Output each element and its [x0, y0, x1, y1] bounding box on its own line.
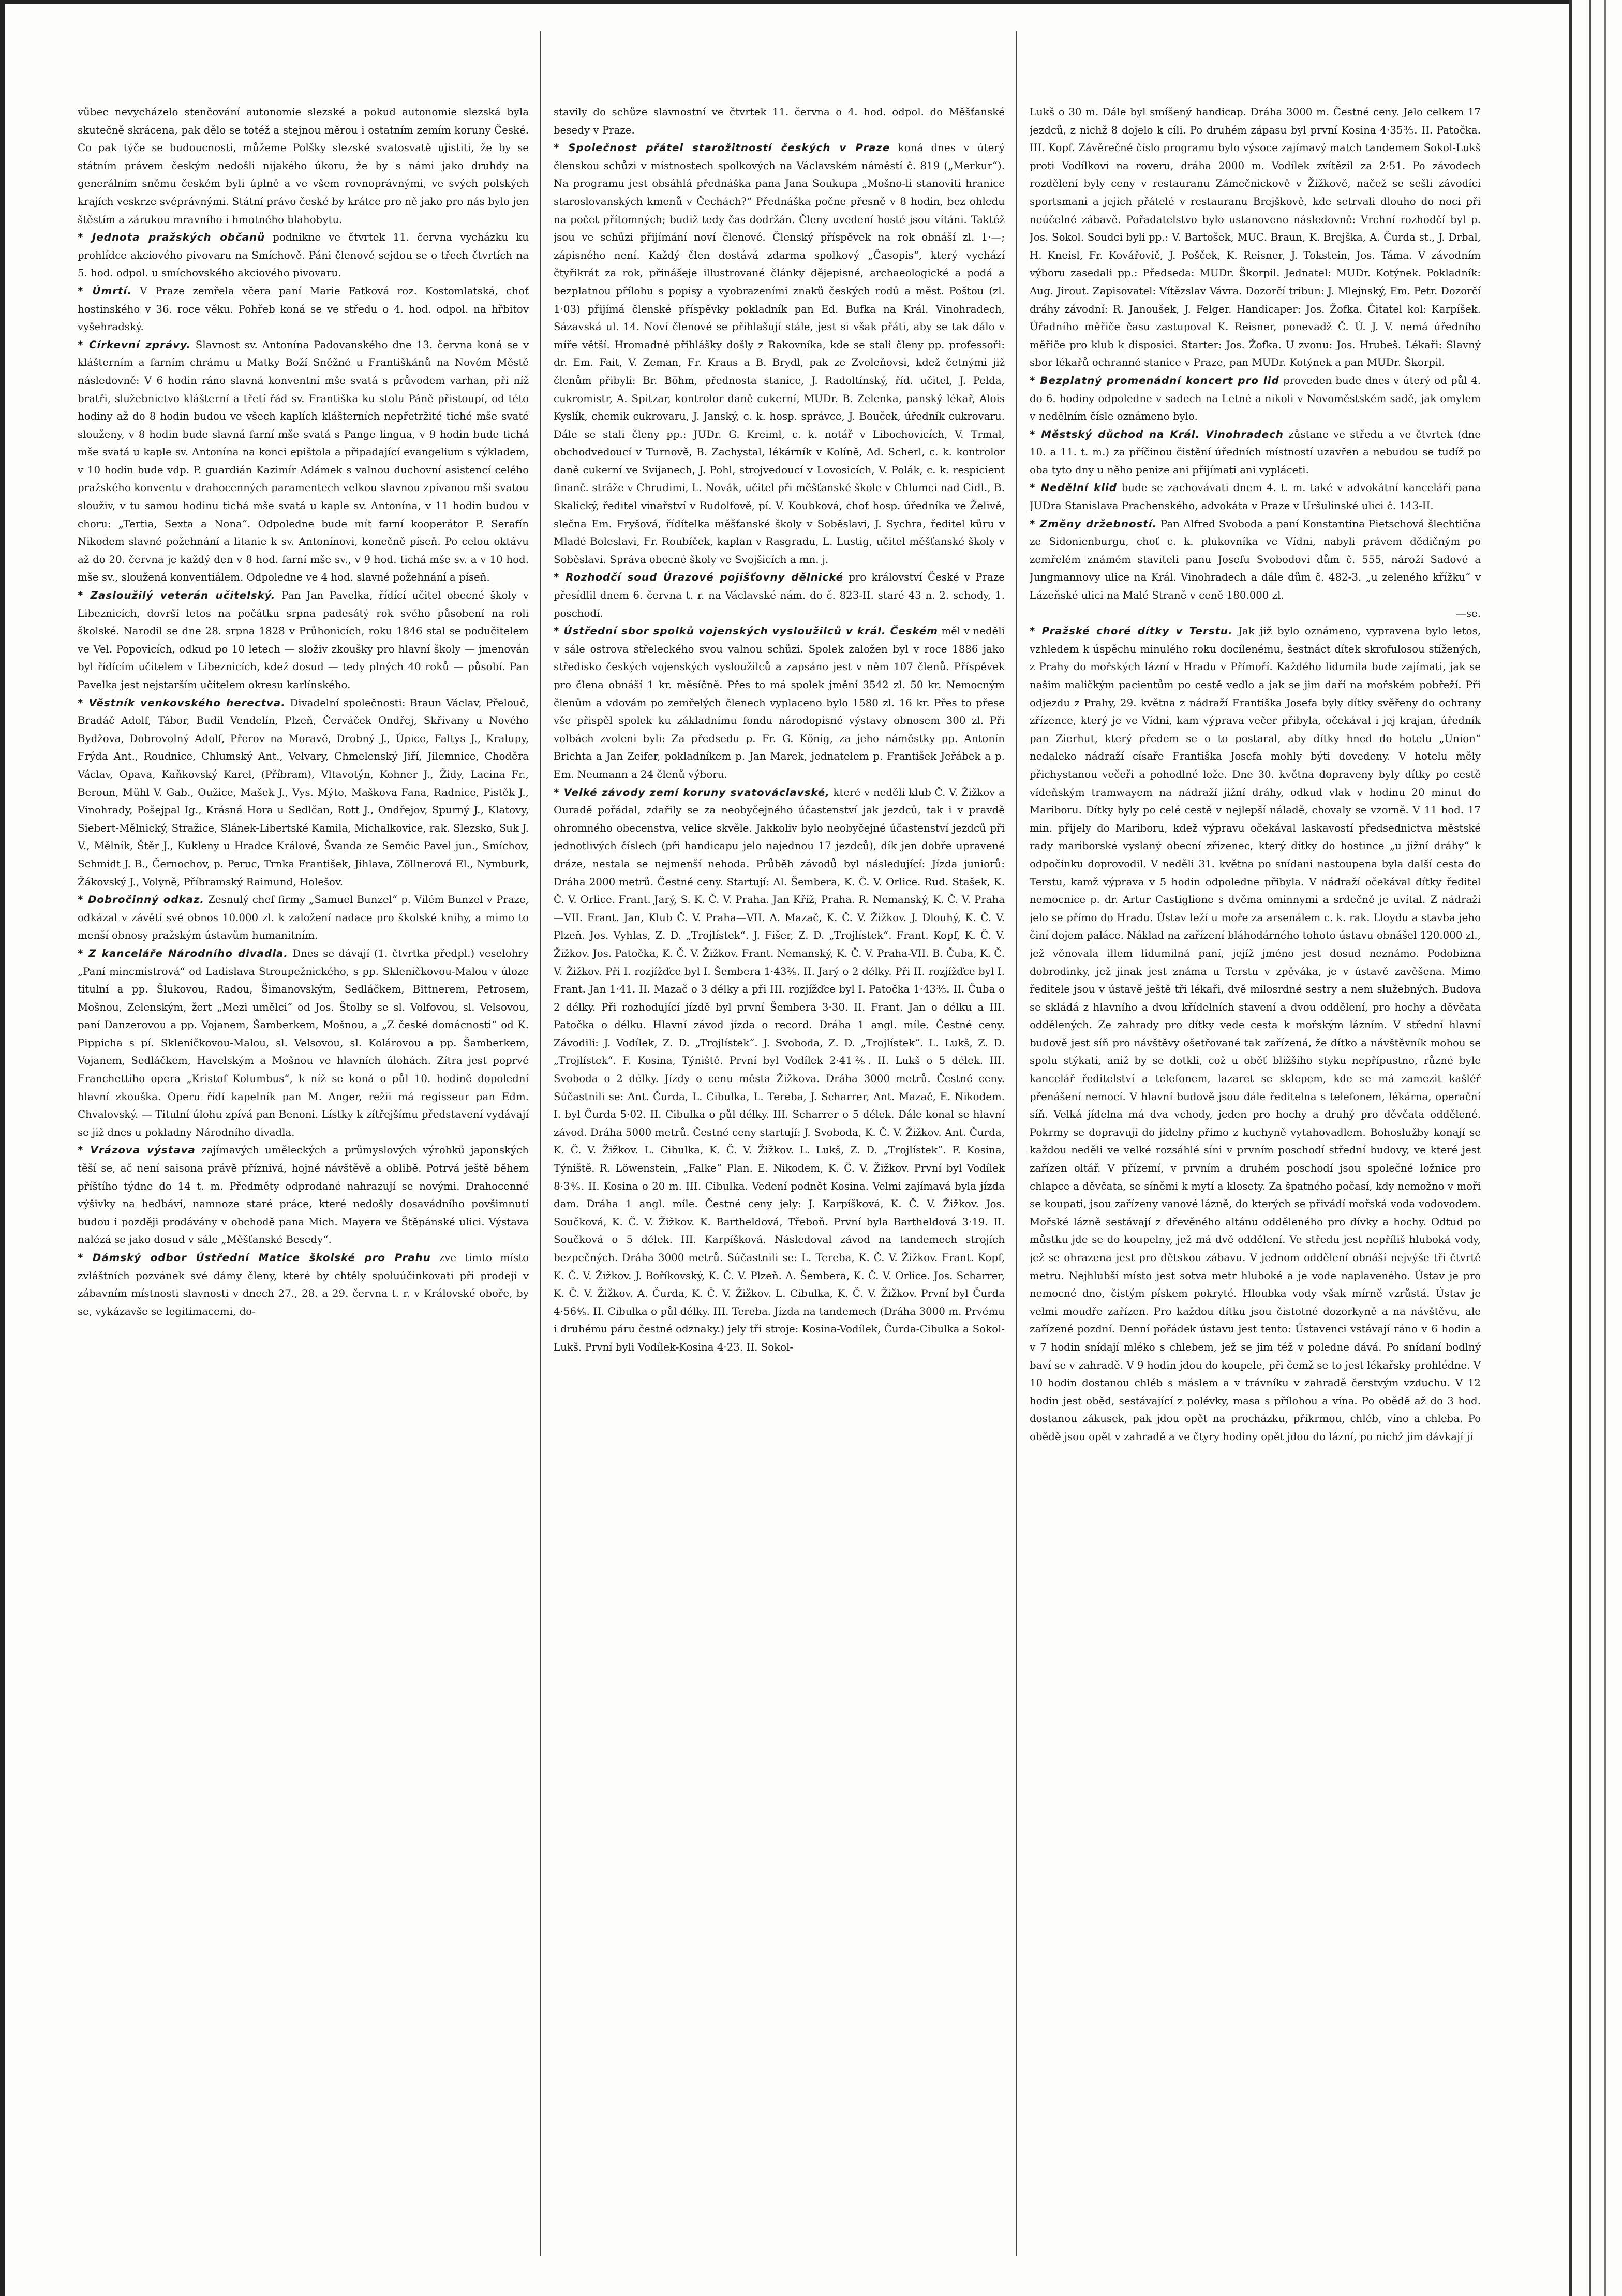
article-body-text: Lukš o 30 m. Dále byl smíšený handicap. Dráha 3000 m. Čestné ceny. Jelo celkem 17 jezdců, z nichž 8 dojelo k cíli. Po druhém zápasu byl první Kosina 4·35⅗. II. Patočka. III. Kopf. Závěrečné číslo programu bylo výsoce zajímavý match tandemem Sokol-Lukš proti Vodílkovi na roveru, dráha 2000 m. Vodílek zvítězil za 2·51. Po závodech rozdělení byly ceny v restauranu Zámečnickově v Žižkově, načež se sešli závodící sportsmani a jejich přátelé v restauranu Brejškově, kde setrvali dlouho do noci při neúčelné zábavě. Pořadatelstvo bylo ustanoveno následovně: Vrchní rozhodčí byl p. Jos. Sokol. Soudci byli pp.: V. Bartošek, MUC. Braun, K. Brejška, A. Čurda st., J. Drbal, H. Kneisl, Fr. Kovářovič, J. Pošček, K. Reisner, J. Tokstein, Jos. Táma. V závodním výboru zasedali pp.: Předseda: MUDr. Škorpil. Jednatel: MUDr. Kotýnek. Pokladník: Aug. Jirout. Zapisovatel: Vítězslav Vávra. Dozorčí tribun: J. Mlejnský, Em. Petr. Dozorčí dráhy závodní: R. Janoušek, J. Felger. Handicaper: Jos. Žofka. Čitatel kol: Karpíšek. Úřadního měřiče času zastupoval K. Reisner, ponevadž Č. Ú. J. V. nemá úředního měřiče pro klub k disposici. Starter: Jos. Žofka. U zvonu: Jos. Hrubeš. Lékaři: Slavný sbor lékařů ochranné stanice v Praze, pan MUDr. Kotýnek a pan MUDr. Škorpil. — [1030, 106, 1481, 369]
article-paragraph — [554, 569, 1005, 623]
article-headline: * Dámský odbor Ústřední Matice školské pro Prahu — [78, 1252, 431, 1264]
article-paragraph — [78, 694, 529, 892]
column-1 — [78, 103, 529, 2225]
column-rule-2 — [1016, 31, 1017, 2256]
article-body-text: bude se zachovávati dnem 4. t. m. také v advokátní kanceláři pana JUDra Stanislava Prachenského, advokáta v Praze v Uršulinské ulici č. 143-II. — [1030, 482, 1481, 512]
article-paragraph — [1030, 426, 1481, 480]
scan-edge-right-line — [1589, 0, 1591, 2296]
article-paragraph — [1030, 372, 1481, 426]
column-3 — [1030, 103, 1481, 2225]
article-headline: * Dobročinný odkaz. — [78, 894, 205, 906]
article-body-text: Slavnost sv. Antonína Padovanského dne 13. června koná se v klášterním a farním chrámu u Matky Boží Sněžné u Františkánů na Novém Městě následovně: V 6 hodin ráno slavná konventní mše svatá s průvodem varhan, při níž bratři, služebnictvo klášterní a třetí řád sv. Františka ku stolu Páně přistoupí, od této hodiny až do 8 hodin budou ve všech kaplích klášterních nepřetržité tiché mše svaté slouženy, v 8 hodin bude slavná farní mše svatá s Pange lingua, v 9 hodin bude tichá mše svatá u kaple sv. Antonína na konci epištola a připadající evangelium s výkladem, v 10 hodin bude vdp. P. guardián Kazimír Adámek s valnou duchovní asistencí celého pražského konventu v drahocenných paramentech velkou slavnou zpívanou mši svatou slouživ, v tu samou hodinu tichá mše svatá u kaple sv. Antonína, v 11 hodin budou v choru: „Tertia, Sexta a Nona“. Odpoledne bude mít farní kooperátor P. Serafín Nikodem slavné požehnání a litanie k sv. Antonínovi, konečně píseň. Po celou oktávu až do 20. června je každý den v 8 hod. farní mše sv., v 9 hod. tichá mše sv. a v 10 hod. mše sv., sloužená konventiálem. Odpoledne ve 4 hod. slavné požehnání a píseň. — [78, 338, 529, 584]
article-paragraph — [78, 891, 529, 945]
article-paragraph — [78, 1142, 529, 1249]
article-headline: * Z kanceláře Národního divadla. — [78, 947, 288, 959]
article-paragraph — [554, 103, 1005, 139]
article-headline: * Změny držebností. — [1030, 517, 1157, 530]
scan-edge-top — [0, 0, 1622, 4]
article-paragraph — [78, 336, 529, 587]
article-paragraph — [78, 1249, 529, 1321]
article-headline: * Velké závody zemí koruny svatováclavské, — [554, 786, 830, 798]
article-paragraph — [78, 945, 529, 1142]
article-headline: * Městský důchod na Král. Vinohradech — [1030, 428, 1284, 440]
article-paragraph — [554, 623, 1005, 783]
article-paragraph — [1030, 515, 1481, 605]
article-body-text: Pan Jan Pavelka, řídící učitel obecné školy v Libeznicích, dovrší letos na počátku srpna padesátý rok svého působení na roli školské. Narodil se dne 28. srpna 1828 v Průhonicích, roku 1846 stal se podučitelem ve Vel. Popovicích, odkud po 10 letech — složiv zkoušky pro hlavní školy — jmenován byl řídícím učitelem v Libeznicích, kdež dosud — tedy plných 40 roků — působí. Pan Pavelka jest nejstarším učitelem okresu karlínského. — [78, 589, 529, 691]
article-body-text: stavily do schůze slavnostní ve čtvrtek 11. června o 4. hod. odpol. do Měšťanské besedy v Praze. — [554, 106, 1005, 136]
article-body-text: pro království České v Praze přesídlil dnem 6. června t. r. na Václavské nám. do č. 823-II. staré 43 n. 2. schody, 1. poschodí. — [554, 571, 1005, 619]
scan-edge-left — [0, 0, 5, 2296]
article-headline: * Rozhodčí soud Úrazové pojišťovny dělnické — [554, 571, 844, 584]
article-paragraph — [78, 587, 529, 694]
article-body-text: proveden bude dnes v úterý od půl 4. do 6. hodiny odpoledne v sadech na Letné a nikoli v Novoměstském sadě, jak omylem v nedělním čísle oznámeno bylo. — [1030, 374, 1481, 423]
article-body-text: zve timto místo zvláštních pozvánek své dámy členy, které by chtěly spoluúčinkovati při prodeji v zábavním místnosti slavnosti v dnech 27., 28. a 29. června t. r. v Královské oboře, by se, vykázavše se legitimacemi, do- — [78, 1252, 529, 1317]
author-signature: —se. — [1456, 607, 1481, 619]
article-headline: * Ústřední sbor spolků vojenských vysloužilců v král. Českém — [554, 625, 938, 638]
article-body-text: koná dnes v úterý členskou schůzi v místnostech spolkových na Václavském náměstí č. 819 („Merkur“). Na programu jest obsáhlá přednáška pana Jana Soukupa „Mošno-li stanoviti hranice staroslovanských kmenů v Čechách?“ Přednáška počne přesně v 8 hodin, bez ohledu na počet přítomných; budiž tedy čas dodržán. Členy uvedení hosté jsou vítáni. Taktéž jsou ve schůzi přijímání noví členové. Členský příspěvek na rok obnáší zl. 1·—; zápisného není. Každý člen dostává zdarma spolkový „Časopis“, který vychází čtyřikrát za rok, přinášeje illustrované články dějepisné, archaeologické a podá a bezplatnou přílohu s popisy a vyobrazeními znaků českých rodů a měst. Poštou (zl. 1·03) přijímá členské příspěvky pokladník pan Ed. Bufka na Král. Vinohradech, Sázavská ul. 14. Noví členové se přihlašují stále, jest si však přáti, aby se tak dálo v míře větší. Hromadné přihlášky došly z Rakovníka, kde se stali členy pp. professoři: dr. Em. Fait, V. Zeman, Fr. Kraus a B. Brydl, pak ze Zvoleňovsi, kdež četnými již členům přibyli: Br. Böhm, přednosta stanice, J. Radoltínský, říd. učitel, J. Pelda, cukromistr, A. Spitzar, kontrolor daně cukerní, MUDr. B. Zelenka, panský lékař, Alois Kyslík, chemik cukrovaru, J. Janský, c. k. hosp. správce, J. Bouček, úředník cukrovaru. Dále se stali členy pp.: JUDr. G. Kreiml, c. k. notář v Libochovicích, V. Trmal, obchodvedoucí v Turnově, B. Zachystal, lékárník v Kolíně, Ad. Scherl, c. k. kontrolor daně cukerní ve Svijanech, J. Pohl, strojvedoucí v Lovosicích, V. Polák, c. k. respicient finanč. stráže v Chrudimi, L. Novák, učitel při měšťanské škole v Chlumci nad Cidl., B. Skalický, ředitel vinařství v Rudolfově, pí. V. Koubková, choť hosp. úředníka ve Želivě, slečna Em. Fryšová, řídítelka měšťanské školy v Soběslavi, J. Sychra, ředitel kůru v Mladé Boleslavi, Fr. Roubíček, kaplan v Rasgradu, L. Lustig, učitel měšťanské školy v Soběslavi. Správa obecné školy ve Svojšicích a mn. j. — [554, 142, 1005, 566]
article-body-text: Dnes se dávají (1. čtvrtka předpl.) veselohry „Paní mincmistrová“ od Ladislava Stroupežnického, s pp. Skleničkovou-Malou v úloze titulní a pp. Šlukovou, Radou, Šimanovským, Sedláčkem, Bittnerem, Petrosem, Mošnou, Zelenským, žert „Mezi umělci“ od Jos. Štolby se sl. Volfovou, sl. Velsovou, paní Danzerovou a pp. Vojanem, Šamberkem, Mošnou, a „Z české domácnosti“ od K. Pippicha s pí. Skleničkovou-Malou, sl. Velsovou, sl. Kolárovou a pp. Šamberkem, Vojanem, Sedláčkem, Havelským a Mošnou ve hlavních úlohách. Zítra jest poprvé Franchettiho opera „Kristof Kolumbus“, k níž se koná o půl 10. hodině dopolední hlavní zkouška. Operu řídí kapelník pan M. Anger, režii má regisseur pan Edm. Chvalovský. — Titulní úlohu zpívá pan Benoni. Lístky k zítřejšímu představení vydávají se již dnes u pokladny Národního divadla. — [78, 947, 529, 1138]
article-paragraph — [1030, 623, 1481, 1446]
column-rule-1 — [540, 31, 541, 2256]
article-paragraph — [78, 103, 529, 229]
article-body-text: Pan Alfred Svoboda a paní Konstantina Pietschová šlechtična ze Sidonienburgu, choť c. k. plukovníka ve Vídni, nabyli právem dědičným po zemřelém známém staviteli panu Josefu Svobodovi dům č. 555, nároží Sadové a Jungmannovy ulice na Král. Vinohradech a dále dům č. 482-3. „u zeleného křížku“ v Lázeňské ulici na Malé Straně v ceně 180.000 zl. — [1030, 517, 1481, 602]
article-body-text: měl v neděli v sále ostrova střeleckého svou valnou schůzi. Spolek založen byl v roce 1886 jako středisko českých vojenských vysloužilců a zapsáno jest v něm 107 členů. Příspěvek pro člena obnáší 1 kr. měsíčně. Přes to má spolek jmění 3542 zl. 50 kr. Nemocným členům a vdovám po zemřelých členech vyplaceno bylo 1580 zl. 16 kr. Přes to přese vše přispěl spolek ku základnímu fondu národopisné výstavy obnosem 300 zl. Při volbách zvoleni byli: Za předsedu p. Fr. G. König, za jeho náměstky pp. Antonín Brichta a Jan Zeifer, pokladníkem p. Jan Marek, jednatelem p. František Jeřábek a p. Em. Neumann a 24 členů výboru. — [554, 625, 1005, 780]
article-paragraph — [78, 283, 529, 336]
article-headline: * Pražské choré dítky v Terstu. — [1030, 625, 1233, 638]
article-body-text: které v neděli klub Č. V. Žižkov a Ouradě pořádal, zdařily se za neobyčejného účastenství jak jezdců, tak i v pravdě ohromného obecenstva, velice skvěle. Jakkoliv bylo neobyčejné účastenství jezdců při jednotlivých číslech (při handicapu jelo najednou 17 jezdců), dík jen dobře upravené dráze, nestala se nejmenší nehoda. Průběh závodů byl následující: Jízda juniorů: Dráha 2000 metrů. Čestné ceny. Startují: Al. Šembera, K. Č. V. Orlice. Rud. Stašek, K. Č. V. Orlice. Frant. Jarý, S. K. Č. V. Praha. Jan Kříž, Praha. R. Nemanský, K. Č. V. Praha—VII. Frant. Jan, Klub Č. V. Praha—VII. A. Mazač, K. Č. V. Žižkov. J. Dlouhý, K. Č. V. Plzeň. Jos. Vyhlas, Z. D. „Trojlístek“. J. Fišer, Z. D. „Trojlístek“. Frant. Kopf, K. Č. V. Žižkov. Jos. Patočka, K. Č. V. Žižkov. Frant. Nemanský, K. Č. V. Praha-VII. B. Čuba, K. Č. V. Žižkov. Při I. rozjížďce byl I. Šembera 1·43⅖. II. Jarý o 2 délky. Při II. rozjížďce byl I. Frant. Jan 1·41. II. Mazač o 3 délky a při III. rozjížďce byl I. Patočka 1·43⅗. II. Čuba o 2 délky. Při rozhodující jízdě byl první Šembera 3·30. II. Frant. Jan o délku a III. Patočka o délku. Hlavní závod jízda o record. Dráha 1 angl. míle. Čestné ceny. Závodili: J. Vodílek, Z. D. „Trojlístek“. J. Svoboda, Z. D. „Trojlístek“. L. Lukš, Z. D. „Trojlístek“. F. Kosina, Týniště. První byl Vodílek 2·41⅖. II. Lukš o 5 délek. III. Svoboda o 2 délky. Jízdy o cenu města Žižkova. Dráha 3000 metrů. Čestné ceny. Súčastnili se: Ant. Čurda, L. Cibulka, L. Tereba, J. Scharrer, Ant. Mazač, E. Nikodem. I. byl Čurda 5·02. II. Cibulka o půl délky. III. Scharrer o 5 délek. Dále konal se hlavní závod. Dráha 5000 metrů. Čestné ceny startují: J. Svoboda, K. Č. V. Žižkov. Ant. Čurda, K. Č. V. Žižkov. L. Cibulka, K. Č. V. Žižkov. L. Lukš, Z. D. „Trojlístek“. F. Kosina, Týniště. R. Löwenstein, „Falke“ Plan. E. Nikodem, K. Č. V. Žižkov. První byl Vodílek 8·3⅘. II. Kosina o 20 m. III. Cibulka. Vedení podnět Kosina. Velmi zajímavá byla jízda dam. Dráha 1 angl. míle. Čestné ceny jely: J. Karpíšková, K. Č. V. Žižkov. Jos. Součková, K. Č. V. Žižkov. K. Bartheldová, Třeboň. První byla Bartheldová 3·19. II. Součková o 5 délek. III. Karpíšková. Následoval závod na tandemech strojích bezpečných. Dráha 3000 metrů. Súčastnili se: L. Tereba, K. Č. V. Žižkov. Frant. Kopf, K. Č. V. Žižkov. J. Boříkovský, K. Č. V. Plzeň. A. Šembera, K. Č. V. Orlice. Jos. Scharrer, K. Č. V. Žižkov. A. Čurda, K. Č. V. Žižkov. L. Cibulka, K. Č. V. Žižkov. První byl Čurda 4·56⅘. II. Cibulka o půl délky. III. Tereba. Jízda na tandemech (Dráha 3000 m. Prvému i druhému páru čestné odznaky.) jely tři stroje: Kosina-Vodílek, Čurda-Cibulka a Sokol-Lukš. První byli Vodílek-Kosina 4·23. II. Sokol- — [554, 786, 1005, 1353]
article-headline: * Společnost přátel starožitností českých v Praze — [554, 142, 890, 154]
article-headline: * Vrázova výstava — [78, 1144, 196, 1157]
article-body-text: Zesnulý chef firmy „Samuel Bunzel“ p. Vilém Bunzel v Praze, odkázal v závětí své obnos 10.000 zl. k založení nadace pro školské knihy, a mimo to menší obnosy pražským ústavům humanitním. — [78, 894, 529, 942]
article-body-text: Jak již bylo oznámeno, vypravena bylo letos, vzhledem k úspěchu minulého roku docílenému, šestnáct dítek skrofulosou stížených, z Prahy do mořských lázní v Hradu v Přímoří. Každého lidumila bude zajímati, jak se našim maličkým pacientům po cestě vedlo a jak se jim daří na mořském pobřeží. Při odjezdu z Prahy, 29. května z nádraží Františka Josefa byly dítky svěřeny do ochrany zřízence, který je ve Vídni, kam výprava večer přibyla, očekával i jej krajan, úředník pan Zierhut, který předem se o to postaral, aby dítky hned do hotelu „Union“ nedaleko nádraží císaře Františka Josefa mohly býti dovedeny. V hotelu měly přichystanou večeři a pohodlné lože. Dne 30. května dopraveny byly dítky po cestě vídeňským tramwayem na nádraží jižní dráhy, odkud vlak v hodinu 20 minut do Mariboru. Dítky byly po celé cestě v nejlepší náladě, chovaly se vzorně. V 11 hod. 17 min. přijely do Mariboru, kdež výpravu očekával laskavostí předsednictva městské rady mariborské vyslaný obecní zřízenec, který dítky do hostince „u jižní dráhy“ k odpočinku doprovodil. V neděli 31. května po snídani nastoupena byla další cesta do Terstu, kamž výprava v 5 hodin odpoledne přibyla. V nádraží očekával dítky ředitel nemocnice p. dr. Artur Castiglione s dvěma ominnymi a srdečně je uvítal. Z nádraží jelo se přímo do Hradu. Ústav leží u moře za arsenálem c. k. rak. Lloydu a stavba jeho činí dojem paláce. Náklad na zařízení bláhodárného tohoto ústavu obnášel 120.000 zl., jež věnovala illem lidumilná paní, jejíž jméno jest dosud neznámo. Podobizna dobrodinky, jež jinak jest známa u Terstu v zpěváka, je v ústavě zavěšena. Mimo ředitele jsou v ústavě ještě tři lékaři, dvě milosrdné sestry a nem služebných. Budova se skládá z hlavního a dvou křídelních stavení a dvou oddělení, pro hochy a děvčata oddělených. Ze zahrady pro dítky vede cesta k mořským lázním. V střední hlavní budově jest síň pro návštěvy ošetřované tak zařízená, že dítko a návštěvník mohou se spolu stýkati, aniž by se dotkli, což u oběť bližšího styku nepřípustno, různé byle kancelář ředitelství a telefonem, lazaret se sklepem, kde se má zamezit kašléř přenášení nemocí. V hlavní budově jsou dále ředitelna s telefonem, lékárna, operační síň. Velká jídelna má dva vchody, jeden pro hochy a druhý pro děvčata oddělené. Pokrmy se dopravují do jídelny přímo z kuchyně vytahovadlem. Bohoslužby konají se každou neděli ve velké rozsáhlé síni v prvním poschodí střední budovy, ve které jest zařízen oltář. V přízemí, v prvním a druhém poschodí jsou společné ložnice pro chlapce a děvčata, se síněmi k mytí a klosety. Za špatného počasí, kdy nemožno v moři se koupati, jsou zařízeny vanové lázně, do kterých se přivádí mořská voda vodovodem. Mořské lázně sestávají z dřevěného altánu odděleného pro dívky a hochy. Odtud po můstku jde se do koupelny, jež má dvě oddělení. Ve středu jest nepříliš hluboká vody, jež se ohrazena jest pro dětskou zábavu. V jednom oddělení obnáší nejvýše tři čtvrtě metru. Nejhlubší místo jest sotva metr hluboké a je vode naplaveného. Ústav je pro nemocné dno, čistým pískem pokryté. Hloubka vody však mírně vzrůstá. Ústav je velmi moudře zařízen. Pro každou dítku jsou čistotné dozorkyně a na návštěvu, ale zařízené pozdní. Denní pořádek ústavu jest tento: Ústavenci vstávají ráno v 6 hodin a v 7 hodin snídají mléko s chlebem, jež se jim též v poledne dává. Po snídaní bodlný baví se v zahradě. V 9 hodin jdou do koupele, při čemž se to jest lékařsky prohlédne. V 10 hodin dostanou chléb s máslem a v trávníku v zahradě čerstvým vzduchu. V 12 hodin jest oběd, sestávající z polévky, masa s přílohou a vína. Po obědě až do 3 hod. dostanou zákusek, pak jdou opět na procházku, přikrmou, chléb, víno a chleba. Po obědě jsou opět v zahradě a ve čtyry hodiny opět jdou do lázní, po nichž jim dávkají jí — [1030, 625, 1481, 1443]
article-headline: * Zasloužilý veterán učitelský. — [78, 589, 276, 602]
article-headline: * Věstník venkovského herectva. — [78, 697, 286, 709]
article-paragraph — [1030, 479, 1481, 515]
article-headline: * Církevní zprávy. — [78, 338, 191, 351]
article-headline: * Bezplatný promenádní koncert pro lid — [1030, 374, 1279, 387]
scan-edge-right-line-outer — [1604, 0, 1606, 2296]
article-paragraph — [554, 784, 1005, 1357]
article-paragraph — [1030, 103, 1481, 372]
article-body-text: vůbec nevycházelo stenčování autonomie slezské a pokud autonomie slezská byla skutečně skrácena, pak dělo se totéž a stejnou měrou i ostatním zemím koruny České. Co pak týče se budoucnosti, můžeme Polšky slezské svatosvatě ujistiti, že by se státním právem českým nedošli nijakého úkoru, že by s námi jako druhdy na generálním sněmu českém byli úplně a ve všem rovnoprávnými, ve svých polských krajích veskrze svéprávnými. Státní právo české by krátce pro ně jako pro nás bylo jen štěstím a zárukou mravního i hmotného blahobytu. — [78, 106, 529, 226]
scan-edge-right-margin — [1572, 0, 1622, 2296]
article-paragraph — [78, 229, 529, 283]
article-body-text: Divadelní společnosti: Braun Václav, Přelouč, Bradáč Adolf, Tábor, Budil Vendelín, Plzeň, Červáček Ondřej, Skřivany u Nového Bydžova, Dobrovolný Adolf, Přerov na Moravě, Drobný J., Úpice, Faltys J., Kralupy, Frýda Ant., Roudnice, Chlumský Ant., Velvary, Chmelenský Jiří, Jilemnice, Choděra Václav, Opava, Kaňkovský Karel, (Příbram), Vltavotýn, Kohner J., Židy, Lacina Fr., Beroun, Mühl V. Gab., Oužice, Mašek J., Vys. Mýto, Maškova Fana, Radnice, Pistěk J., Vinohrady, Pošejpal Ig., Krásná Hora u Sedlčan, Rott J., Ondřejov, Spurný J., Klatovy, Siebert-Mělnický, Stražice, Slánek-Libertské Kamila, Michalkovice, rak. Slezsko, Suk J. V., Mělník, Štěr J., Kukleny u Hradce Králové, Švanda ze Semčic Pavel jun., Smíchov, Schmidt J. B., Černochov, p. Peruc, Trnka František, Jihlava, Zöllnerová El., Nymburk, Žákovský J., Volyně, Příbramský Raimund, Holešov. — [78, 697, 529, 888]
article-headline: * Úmrtí. — [78, 285, 132, 297]
article-body-text: zůstane ve středu a ve čtvrtek (dne 10. a 11. t. m.) za příčinou čistění úředních místností uzavřen a nebudou se tudíž po oba tyto dny u něho penize ani přijímati ani vypláceti. — [1030, 428, 1481, 476]
article-headline: * Jednota pražských občanů — [78, 231, 265, 244]
article-paragraph — [554, 139, 1005, 569]
column-2 — [554, 103, 1005, 2225]
article-headline: * Nedělní klid — [1030, 482, 1117, 494]
article-body-text: podnikne ve čtvrtek 11. června vycházku ku prohlídce akciového pivovaru na Smíchově. Páni členové sejdou se o třech čtvrtích na 5. hod. odpol. u smíchovského akciového pivovaru. — [78, 231, 529, 279]
article-body-text: V Praze zemřela včera paní Marie Fatková roz. Kostomlatská, choť hostinského v 36. roce věku. Pohřeb koná se ve středu o 4. hod. odpol. na hřbitov vyšehradský. — [78, 285, 529, 333]
article-body-text: zajímavých uměleckých a průmyslových výrobků japonských těší se, ač není saisona právě příznivá, hojné návštěvě a oblibě. Potrvá ještě během příštího týdne do 14 t. m. Předměty odprodané nahrazují se novými. Drahocenné výšivky na hedbáví, namnoze staré práce, které nedošly dosavádního povšimnutí budou i později prodávány v obchodě pana Mich. Mayera ve Štěpánské ulici. Výstava nalézá se jako dosud v sále „Měšťanské Besedy“. — [78, 1144, 529, 1246]
